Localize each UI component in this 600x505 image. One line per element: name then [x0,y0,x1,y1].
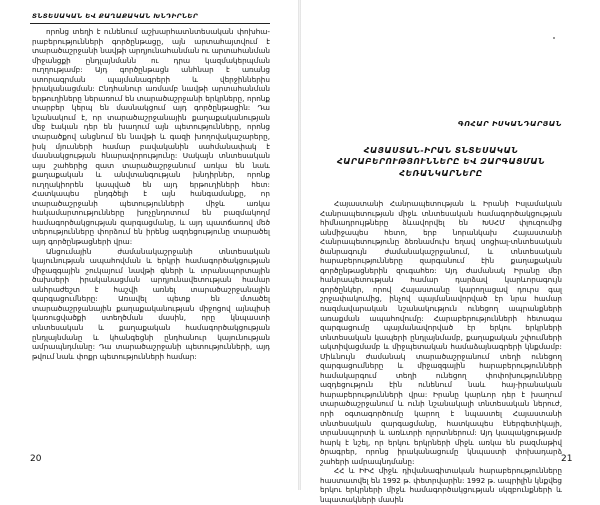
title-line: ՀԱՅԱՍՏԱՆ-ԻՐԱՆ ՏՆՏԵՍԱԿԱՆ [363,146,519,155]
right-page-number: 21 [561,454,573,464]
right-paragraph: Հայաստանի Հանրապետության և Իրանի Իսլամական Հանրապետության միջև տնտեսական համագործակցության հիմնադրույթները ձևավորվել են ԽՍՀՄ փլուզումից անմիջապես հետո, երբ նորանկախ Հայաստանի Հանրապետությունը ձեռնամուխ եղավ սոցիալ-տնտեսական ծանրագույն ժամանակաշրջանում, և տնտեսական հարաբերությունները զարգանում էին քաղաքական գործընթացներին զուգահեռ: Այդ ժամանակ Իրանը մեր հանրապետության համար դարձավ կարևորագույն գործընկեր, որով Հայաստանը կարողացավ դուրս գալ շրջափակումից, ինչով պայմանավորված էր նրա համար ռազմավարական նշանակություն ունեցող ապրանքների առաքման ապահովումը: Հարաբերությունների հետագա զարգացումը պայմանավորված էր երկու երկրների տնտեսական կապերի ընդլայնմամբ, քաղաքական շփումների ակտիվացմամբ և միջպետական համաձայնագրերի կնքմամբ: Միևնույն ժամանակ տարածաշրջանում տեղի ունեցող զարգացումները և միջազգային հարաբերությունների համակարգում տեղի ունեցող փոփոխությունները ազդեցություն էին ունենում նաև հայ-իրանական հարաբերությունների վրա: Իրանը կարևոր դեր է խաղում տարածաշրջանում և ունի նշանակալի տնտեսական ներուժ, որի օգտագործումը կարող է նպաստել Հայաստանի տնտեսական զարգացմանը, հատկապես էներգետիկայի, տրանսպորտի և առևտրի ոլորտներում: Այդ կապակցությամբ հարկ է նշել, որ երկու երկրների միջև առկա են բազմաթիվ ծրագրեր, որոնց իրականացումը կնպաստի փոխադարձ շահերի ամրապնդմանը: [320,199,562,466]
left-paragraph: Անցումային ժամանակաշրջանի տնտեսական կայունության ապահովման և երկրի համագործակցության միջազգային շուկայում նավթի գների և տրանսպորտային ծախսերի իրականացման արդյունավետության համար անհրաժեշտ է հաշվի առնել տարածաշրջանային զարգացումները: Առավել պետք են մտածել տարածաշրջանային քաղաքականության միջոցով այնպիսի կառուցվածքի ստեղծման մասին, որը կնպաստի տնտեսական և քաղաքական համագործակցության ընդլայնմանը և կհանգեցնի ընդհանուր կայունության ամրապնդմանը: Դա տարածաշրջանի պետությունների, այդ թվում նաև փոքր պետությունների համար: [32,246,270,361]
left-page-number: 20 [30,454,42,464]
left-paragraph: որոնց տեղի է ունենում աշխարհատնտեսական փոխհարաբերությունների գործընթացը, այն արտահայտվում է տարածաշրջանի նավթի արդյունահանման ու արտահանման միջանցքի ընդլայնմանն ու դրա կազմակերպման ուղղությամբ: Այդ գործընթացն անհնար է առանց ստորագրման պայմանագրերի և վերջիններիս իրականացման: Ընդհանուր առմամբ նավթի արտահանման երթուղիները ներառում են տարածաշրջանի երկրները, որոնք տարբեր կերպ են մասնակցում այդ գործընթացին: Դա նշանակում է, որ տարածաշրջանային քաղաքականության մեջ էական դեր են խաղում այն պետությունները, որոնց տարածքով անցնում են նավթի և գազի խողովակաշարերը, իսկ մյուսների համար բավականին սահմանափակ է մասնակցության հնարավորությունը: Սակայն տնտեսական այս շահերից զատ տարածաշրջանում առկա են նաև քաղաքական և անվտանգության խնդիրներ, որոնք ուղղակիորեն կապված են այդ երթուղիների հետ: Հատկապես ընդգծելի է այն հանգամանքը, որ տարածաշրջանի պետությունների միջև առկա հակամարտությունները խոչընդոտում են բազմակողմ համագործակցության զարգացմանը, և այդ պատճառով մեծ տերությունները փորձում են իրենց ազդեցությունը տարածել այդ գործընթացների վրա: [32,27,270,247]
right-body-text [320,199,562,505]
running-header: ՏՆՏԵՍԱԿԱՆ ԵՎ ՔԱՂԱՔԱԿԱՆ ԽՆԴԻՐՆԵՐ [32,12,199,20]
title-line: ՀԱՐԱԲԵՐՈՒԹՅՈՒՆՆԵՐԸ ԵՎ ԶԱՐԳԱՑՄԱՆ [337,157,545,167]
right-paragraph: ՀՀ և ԻԻՀ միջև դիվանագիտական հարաբերությունները հաստատվել են 1992 թ. փետրվարին: 1992 թ. ապրիլին կնքվեց երկու երկրների միջև համագործակցության սկզբունքների և նպատակների մասին [320,466,562,504]
right-page [300,0,600,504]
left-page [0,0,300,490]
article-title [320,145,562,179]
header-rule [30,23,270,24]
article-author: ԳՈՀԱՐ ԻՍԿԱՆԴԱՐՅԱՆ [457,119,562,128]
scan-speck [553,37,555,39]
title-line: ՀԵՌԱՆԿԱՐՆԵՐԸ [399,168,483,178]
left-body-text [32,27,270,361]
